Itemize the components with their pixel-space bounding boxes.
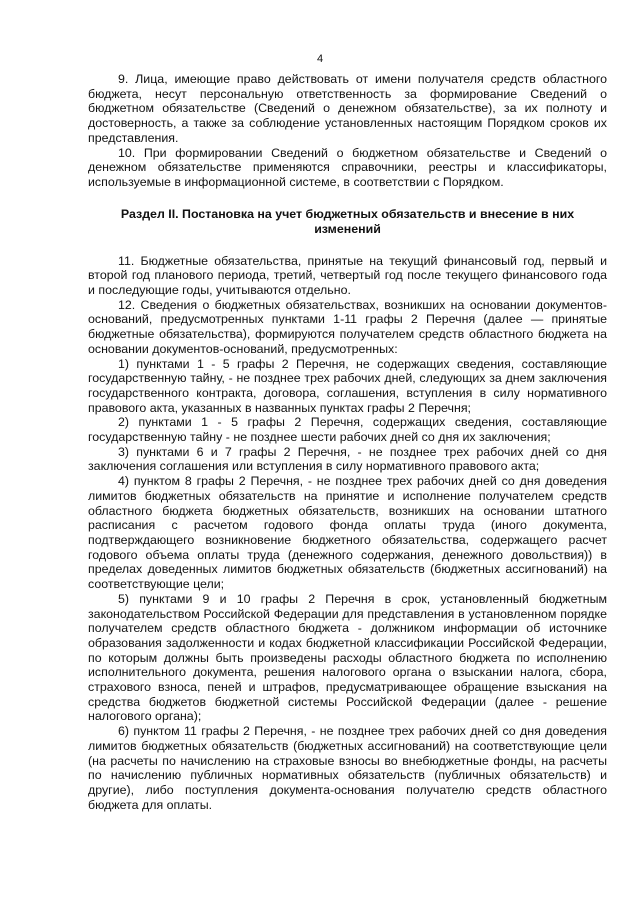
list-item-3: 3) пунктами 6 и 7 графы 2 Перечня, - не позднее трех рабочих дней со дня заключения соглашения или вступления в силу нормативного правового акта; bbox=[88, 444, 607, 474]
list-item-4: 4) пунктом 8 графы 2 Перечня, - не позднее трех рабочих дней со дня доведения лимитов бюджетных обязательств на принятие и исполнение получателем средств областного бюджета бюджетных обязательств, возникших на основании штатного расписания с расчетом годового фонда оплаты труда (иного документа, подтверждающего возникновение бюджетного обязательства, содержащего расчет годового объема оплаты труда (денежного содержания, денежного довольствия)) в пределах доведенных лимитов бюджетных обязательств (бюджетных ассигнований) на соответствующие цели; bbox=[88, 474, 607, 592]
paragraph-10: 10. При формировании Сведений о бюджетном обязательстве и Сведений о денежном обязательстве применяются справочники, реестры и классификаторы, используемые в информационной системе, в соответствии с Порядком. bbox=[88, 145, 607, 189]
paragraph-11: 11. Бюджетные обязательства, принятые на текущий финансовый год, первый и второй год планового периода, третий, четвертый год после текущего финансового года и последующие годы, учитываются отдельно. bbox=[88, 253, 607, 298]
document-body bbox=[88, 72, 607, 812]
paragraph-9: 9. Лица, имеющие право действовать от имени получателя средств областного бюджета, несут персональную ответственность за формирование Сведений о бюджетном обязательстве (Сведений о денежном обязательстве), за их полноту и достоверность, а также за соблюдение установленных настоящим Порядком сроков их представления. bbox=[88, 72, 607, 145]
list-item-1: 1) пунктами 1 - 5 графы 2 Перечня, не содержащих сведения, составляющие государственную тайну, - не позднее трех рабочих дней, следующих за днем заключения государственного контракта, договора, соглашения, вступления в силу нормативного правового акта, указанных в названных пунктах графы 2 Перечня; bbox=[88, 356, 607, 415]
section-heading: Раздел II. Постановка на учет бюджетных обязательств и внесение в них изменений bbox=[120, 206, 575, 236]
list-item-6: 6) пунктом 11 графы 2 Перечня, - не позднее трех рабочих дней со дня доведения лимитов бюджетных обязательств (бюджетных ассигнований) на соответствующие цели (на расчеты по начислению на страховые взносы во внебюджетные фонды, на расчеты по начислению публичных нормативных обязательств (публичных обязательств) и другие), либо поступления документа-основания получателю средств областного бюджета для оплаты. bbox=[88, 724, 607, 812]
page-number: 4 bbox=[316, 53, 324, 65]
paragraph-12: 12. Сведения о бюджетных обязательствах, возникших на основании документов-оснований, предусмотренных пунктами 1-11 графы 2 Перечня (далее — принятые бюджетные обязательства), формируются получателем средств областного бюджета на основании документов-оснований, предусмотренных: bbox=[88, 297, 607, 356]
list-item-2: 2) пунктами 1 - 5 графы 2 Перечня, содержащих сведения, составляющие государственную тайну - не позднее шести рабочих дней со дня их заключения; bbox=[88, 415, 607, 445]
list-item-5: 5) пунктами 9 и 10 графы 2 Перечня в срок, установленный бюджетным законодательством Российской Федерации для представления в установленном порядке получателем средств областного бюджета - должником информации об источнике образования задолженности и кодах бюджетной классификации Российской Федерации, по которым должны быть произведены расходы областного бюджета по исполнению исполнительного документа, решения налогового органа о взыскании налога, сбора, страхового взноса, пеней и штрафов, предусматривающее обращение взыскания на средства бюджетов бюджетной системы Российской Федерации (далее - решение налогового органа); bbox=[88, 591, 607, 724]
